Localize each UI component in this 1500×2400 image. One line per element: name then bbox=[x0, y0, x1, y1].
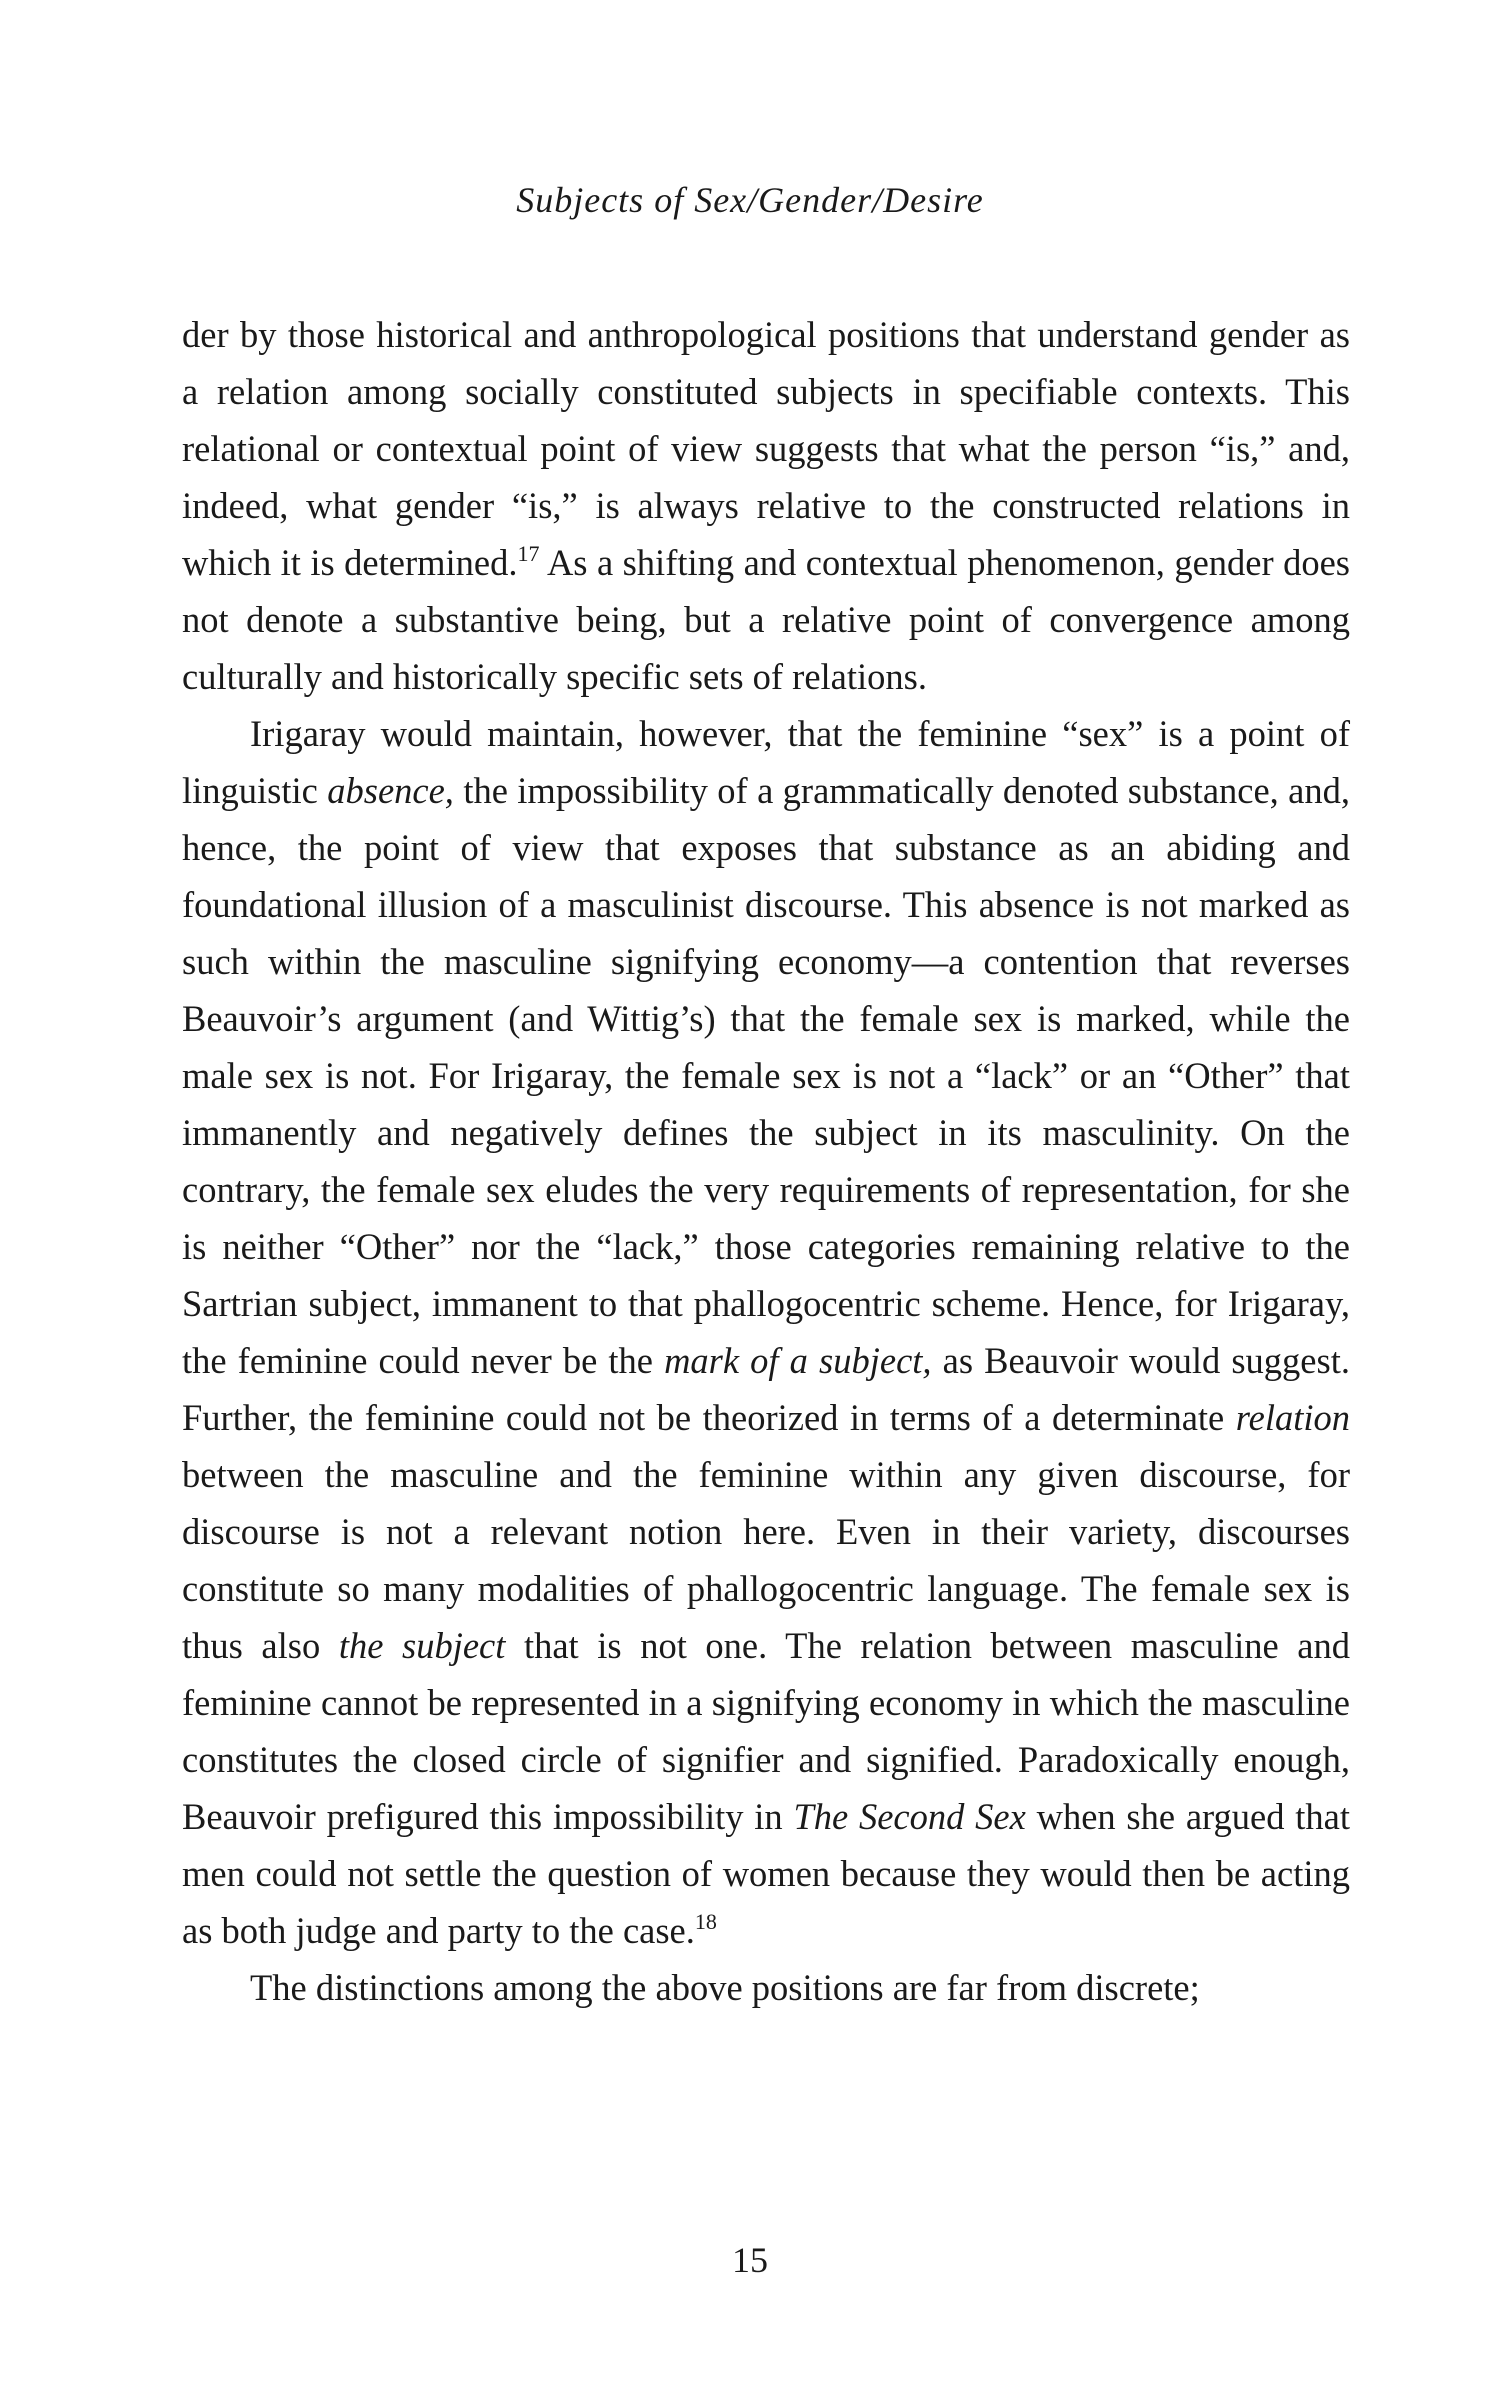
page-number: 15 bbox=[732, 2240, 768, 2280]
text-span: between the masculine and the feminine within any given discourse, for discourse is not a relevant notion here. Even in their variety, discourses constitute so many modalities of phallogocentric language. The female sex is thus also bbox=[182, 1454, 1350, 1666]
italic-term: relation bbox=[1235, 1397, 1350, 1438]
text-span: As a shifting and contextual phenomenon, gender does not denote a substantive being, but a relative point of convergence among culturally and historically specific sets of relations. bbox=[182, 542, 1350, 697]
body-text bbox=[182, 306, 1350, 2016]
footnote-ref-17[interactable]: 17 bbox=[517, 541, 540, 566]
text-span: that is not one. The relation between masculine and feminine cannot be represented in a signifying economy in which the masculine constitutes the closed circle of signifier and signified. Paradoxically enough, Beauvoir prefigured this impossibility in bbox=[182, 1625, 1350, 1837]
text-span: The distinctions among the above positions are far from discrete; bbox=[250, 1967, 1200, 2008]
text-span: der by those historical and anthropological positions that understand gender as a relation among socially constituted subjects in specifiable contexts. This relational or contextual point of view suggests that what the person “is,” and, indeed, what gender “is,” is always relative to the constructed relations in which it is determined. bbox=[182, 314, 1350, 583]
paragraph bbox=[182, 306, 1350, 705]
italic-term: absence, bbox=[327, 770, 454, 811]
paragraph bbox=[182, 1959, 1350, 2016]
text-span: when she argued that men could not settle the question of women because they would then be acting as both judge and party to the case. bbox=[182, 1796, 1351, 1951]
text-span: the impossibility of a grammatically denoted substance, and, hence, the point of view that exposes that substance as an abiding and foundational illusion of a masculinist discourse. This absence is not marked as such within the masculine signifying economy—a contention that reverses Beauvoir’s argument (and Wittig’s) that the female sex is marked, while the male sex is not. For Irigaray, the female sex is not a “lack” or an “Other” that immanently and negatively defines the subject in its masculinity. On the contrary, the female sex eludes the very requirements of representation, for she is neither “Other” nor the “lack,” those categories remaining relative to the Sartrian subject, immanent to that phallogocentric scheme. Hence, for Irigaray, the feminine could never be the bbox=[182, 770, 1351, 1381]
footnote-ref-18[interactable]: 18 bbox=[694, 1909, 717, 1934]
paragraph bbox=[182, 705, 1350, 1959]
text-span: Irigaray would maintain, however, that the feminine “sex” is a point of linguistic bbox=[182, 713, 1350, 811]
running-head: Subjects of Sex/Gender/Desire bbox=[516, 180, 984, 220]
italic-term: mark of a subject, bbox=[664, 1340, 932, 1381]
book-title: The Second Sex bbox=[793, 1796, 1026, 1837]
text-span: as Beauvoir would suggest. Further, the feminine could not be theorized in terms of a determinate bbox=[182, 1340, 1350, 1438]
italic-term: the subject bbox=[338, 1625, 506, 1666]
